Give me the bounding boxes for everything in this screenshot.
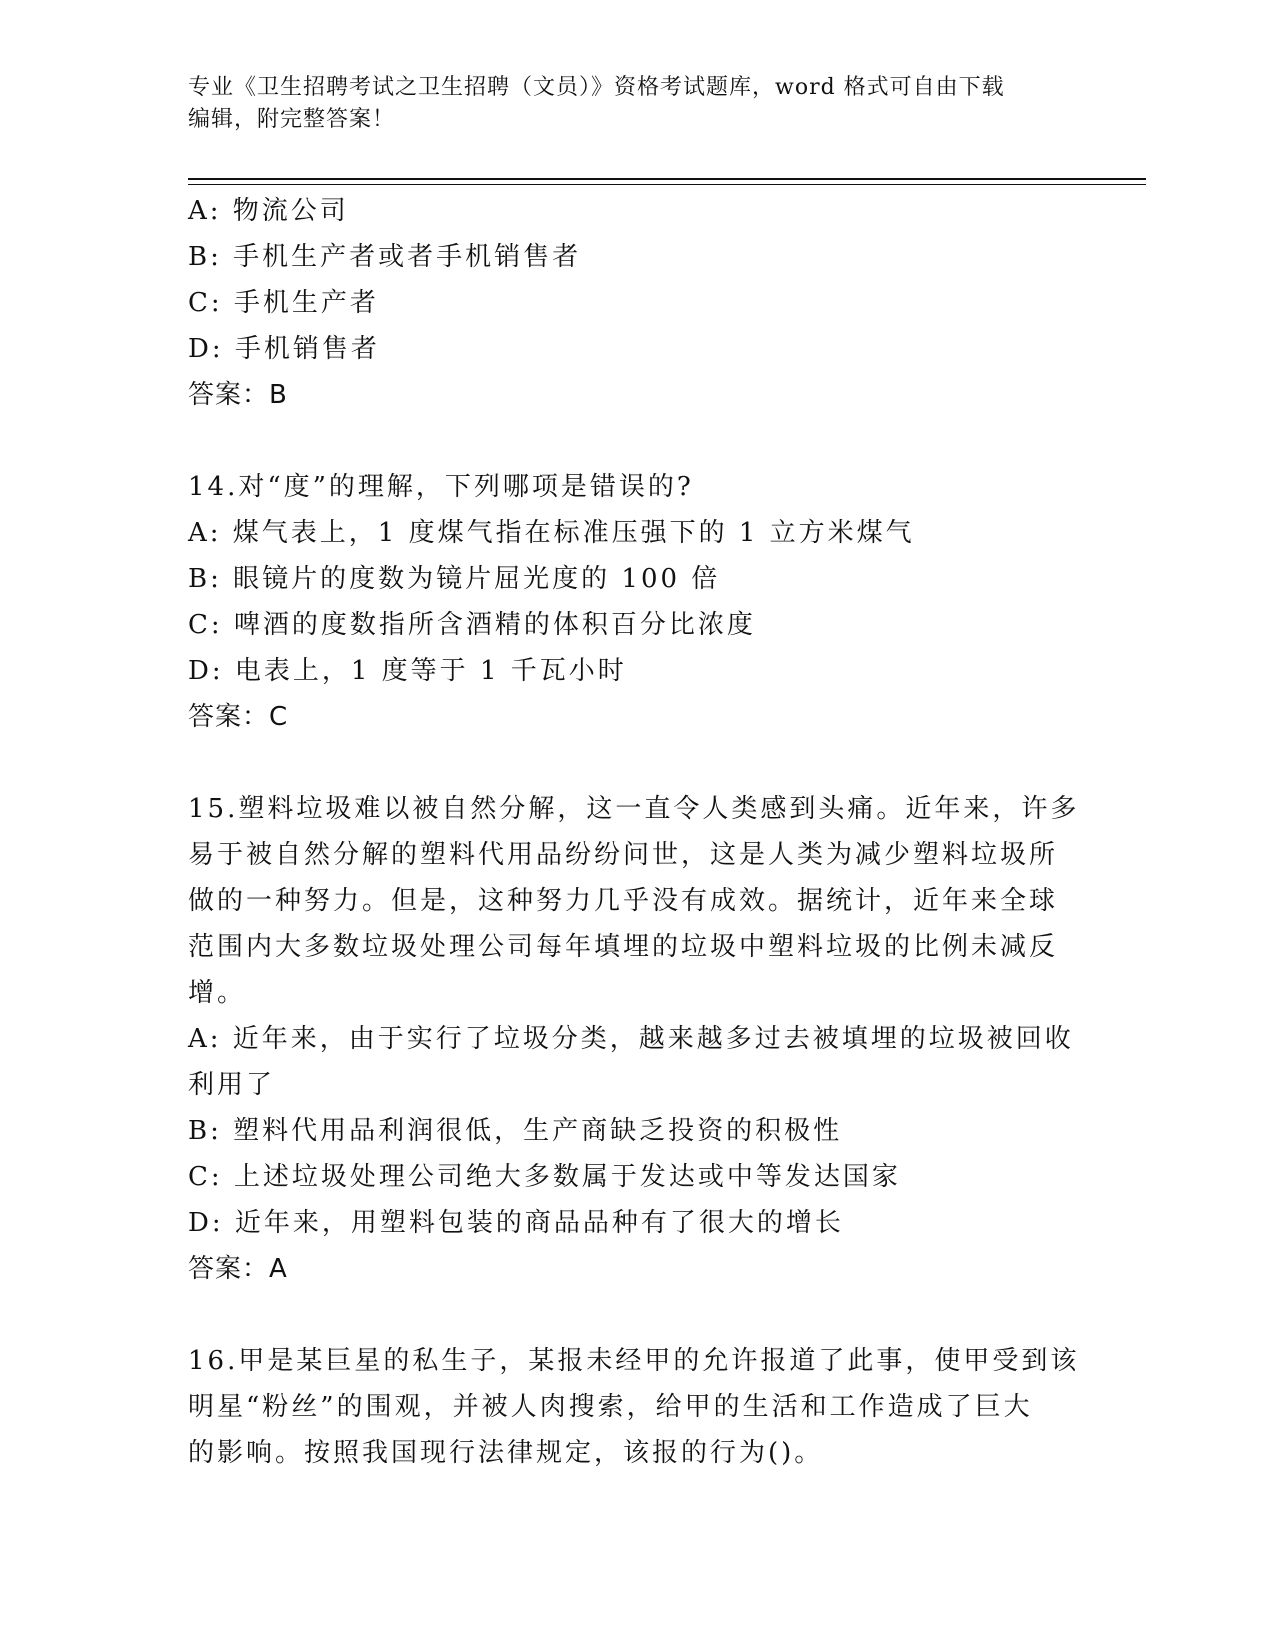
option-d: D: 手机销售者 [188,334,380,364]
option-c: C: 啤酒的度数指所含酒精的体积百分比浓度 [188,610,756,640]
question-13 [188,188,1078,418]
header-divider-thin [188,184,1146,185]
question-text-line: 易于被自然分解的塑料代用品纷纷问世，这是人类为减少塑料垃圾所 [188,840,1059,870]
spacer [188,740,1078,786]
option-a: A: 物流公司 [188,196,349,226]
option-c: C: 上述垃圾处理公司绝大多数属于发达或中等发达国家 [188,1162,901,1192]
spacer [188,418,1078,464]
option-a: A: 近年来，由于实行了垃圾分类，越来越多过去被填埋的垃圾被回收 [188,1024,1074,1054]
question-text-line: 15.塑料垃圾难以被自然分解，这一直令人类感到头痛。近年来，许多 [188,794,1080,824]
option-c: C: 手机生产者 [188,288,379,318]
header-line-1: 专业《卫生招聘考试之卫生招聘（文员）》资格考试题库，word 格式可自由下载 [188,75,1005,100]
question-text-line: 明星“粉丝”的围观，并被人肉搜索，给甲的生活和工作造成了巨大 [188,1392,1033,1422]
answer-label: 答案：B [188,380,288,410]
question-text-line: 范围内大多数垃圾处理公司每年填埋的垃圾中塑料垃圾的比例未减反 [188,932,1059,962]
answer-label: 答案：A [188,1254,288,1284]
question-16 [188,1338,1078,1476]
question-text-line: 的影响。按照我国现行法律规定，该报的行为()。 [188,1438,824,1468]
header-line-2: 编辑，附完整答案！ [188,107,396,132]
option-b: B: 手机生产者或者手机销售者 [188,242,582,272]
question-text-line: 增。 [188,978,247,1008]
question-text-line: 做的一种努力。但是，这种努力几乎没有成效。据统计，近年来全球 [188,886,1059,916]
option-d: D: 近年来，用塑料包装的商品品种有了很大的增长 [188,1208,844,1238]
option-d: D: 电表上，1 度等于 1 千瓦小时 [188,656,627,686]
question-content [188,188,1078,1476]
option-a: A: 煤气表上，1 度煤气指在标准压强下的 1 立方米煤气 [188,518,915,548]
option-b: B: 眼镜片的度数为镜片屈光度的 100 倍 [188,564,721,594]
option-a-continued: 利用了 [188,1070,276,1100]
document-header [188,72,1068,136]
question-14 [188,464,1078,740]
answer-label: 答案：C [188,702,289,732]
spacer [188,1292,1078,1338]
header-divider-thick [188,178,1146,180]
option-b: B: 塑料代用品利润很低，生产商缺乏投资的积极性 [188,1116,843,1146]
question-text-line: 16.甲是某巨星的私生子，某报未经甲的允许报道了此事，使甲受到该 [188,1346,1080,1376]
question-text: 14.对“度”的理解，下列哪项是错误的? [188,472,694,502]
question-15 [188,786,1078,1292]
